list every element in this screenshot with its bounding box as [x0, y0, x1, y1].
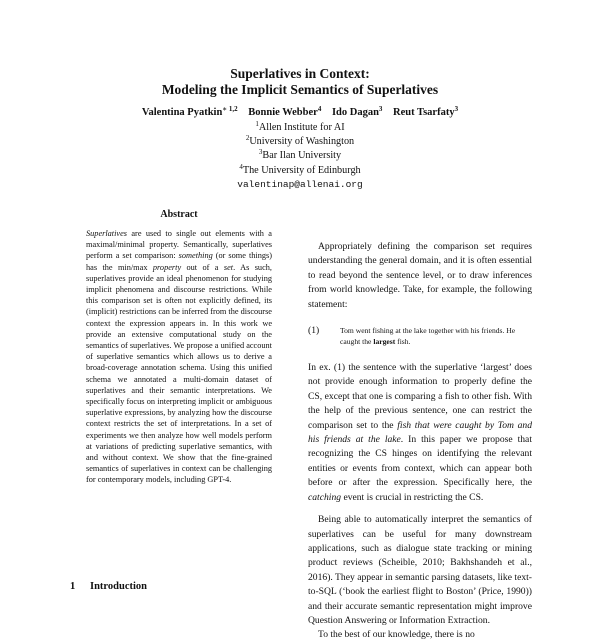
affiliation-line: $^1$Allen Institute for AI	[255, 120, 345, 133]
author-name: Reut Tsarfaty	[393, 107, 455, 118]
author-name: Bonnie Webber	[248, 107, 318, 118]
author-name: Ido Dagan	[331, 107, 379, 118]
body-paragraph: To the best of our knowledge, there is no	[318, 629, 475, 641]
affiliation-line: $^4$The University of Edinburgh	[239, 162, 361, 176]
author-list	[0, 106, 600, 120]
author-name: Valentina Pyatkin	[141, 107, 223, 118]
example-number: (1)	[308, 325, 320, 337]
right-column	[308, 240, 532, 643]
body-paragraph: Appropriately defining the comparison set requires understanding the general domain, and it is often essential to read beyond the sentence level, or to draw inferences from world knowledge. Take, for example, the following statement:	[308, 241, 532, 310]
body-paragraph: Being able to automatically interpret the semantics of superlatives can be useful for many downstream applications, such as dialogue state tracking or mining product reviews (Scheible, 2010; Bakhshandeh et al., 2016). They appear in semantic parsing datasets, like text-to-SQL (‘book the earliest flight to Boston’ (Price, 1990)) and their accurate semantic representation might improve Question Answering or Information Extraction.	[308, 514, 532, 626]
title-line-1: Superlatives in Context:	[230, 66, 370, 81]
section-number: 1	[70, 581, 76, 592]
author-affil-marker: ∗ 1,2	[222, 105, 238, 113]
author-affil-marker: 3	[454, 105, 459, 113]
example-sentence	[308, 326, 532, 347]
abstract-text: Superlatives are used to single out elements with a maximal/minimal property. Semantically, superlatives perform a set comparison: something (or some things) has the min/max property out of a set. As such, superlatives provide an ideal phenomenon for studying implicit phenomena and discourse restrictions. While this comparison set is often not explicitly defined, its (implicit) restrictions can be inferred from the discourse context the expression appears in. In this work we provide an extensive computational study on the semantics of superlatives. We propose a unified account of superlative semantics which allows us to derive a broad-coverage annotation schema. Using this unified schema we annotated a multi-domain dataset of superlatives and their semantic interpretations. We specifically focus on interpreting implicit or ambiguous superlative expressions, by analyzing how the discourse context restricts the set of interpretations. In a set of experiments we then analyze how well models perform at variations of predicting superlative semantics, with and without context. We show that the fine-grained semantics of superlatives in context can be challenging for contemporary models, including GPT-4.	[86, 229, 272, 485]
author-affil-marker: 3	[378, 105, 383, 113]
title-line-2: Modeling the Implicit Semantics of Superlatives	[161, 82, 439, 97]
author-email: valentinap@allenai.org	[237, 178, 363, 190]
author-affil-marker: 4	[317, 105, 322, 113]
affiliation-list	[0, 121, 600, 192]
abstract-heading: Abstract	[160, 209, 198, 220]
left-column	[86, 208, 272, 486]
section-heading-introduction	[70, 580, 147, 594]
affiliation-line: $^3$Bar Ilan University	[258, 148, 342, 162]
affiliation-line: $^2$University of Washington	[245, 134, 355, 148]
paper-title	[0, 66, 600, 98]
example-text: Tom went fishing at the lake together with his friends. He caught the largest fish.	[340, 326, 516, 346]
body-paragraph: In ex. (1) the sentence with the superlative ‘largest’ does not provide enough information to properly define the CS, except that one is comparing a fish to other fish. With the help of the previous sentence, one can restrict the comparison set to the fish that were caught by Tom and his friends at the lake. In this paper we propose that recognizing the CS hinges on identifying the relevant entities or events from context, which can appear both before or after the expression. Specifically here, the catching event is crucial in restricting the CS.	[308, 362, 532, 503]
section-title: Introduction	[90, 581, 147, 592]
